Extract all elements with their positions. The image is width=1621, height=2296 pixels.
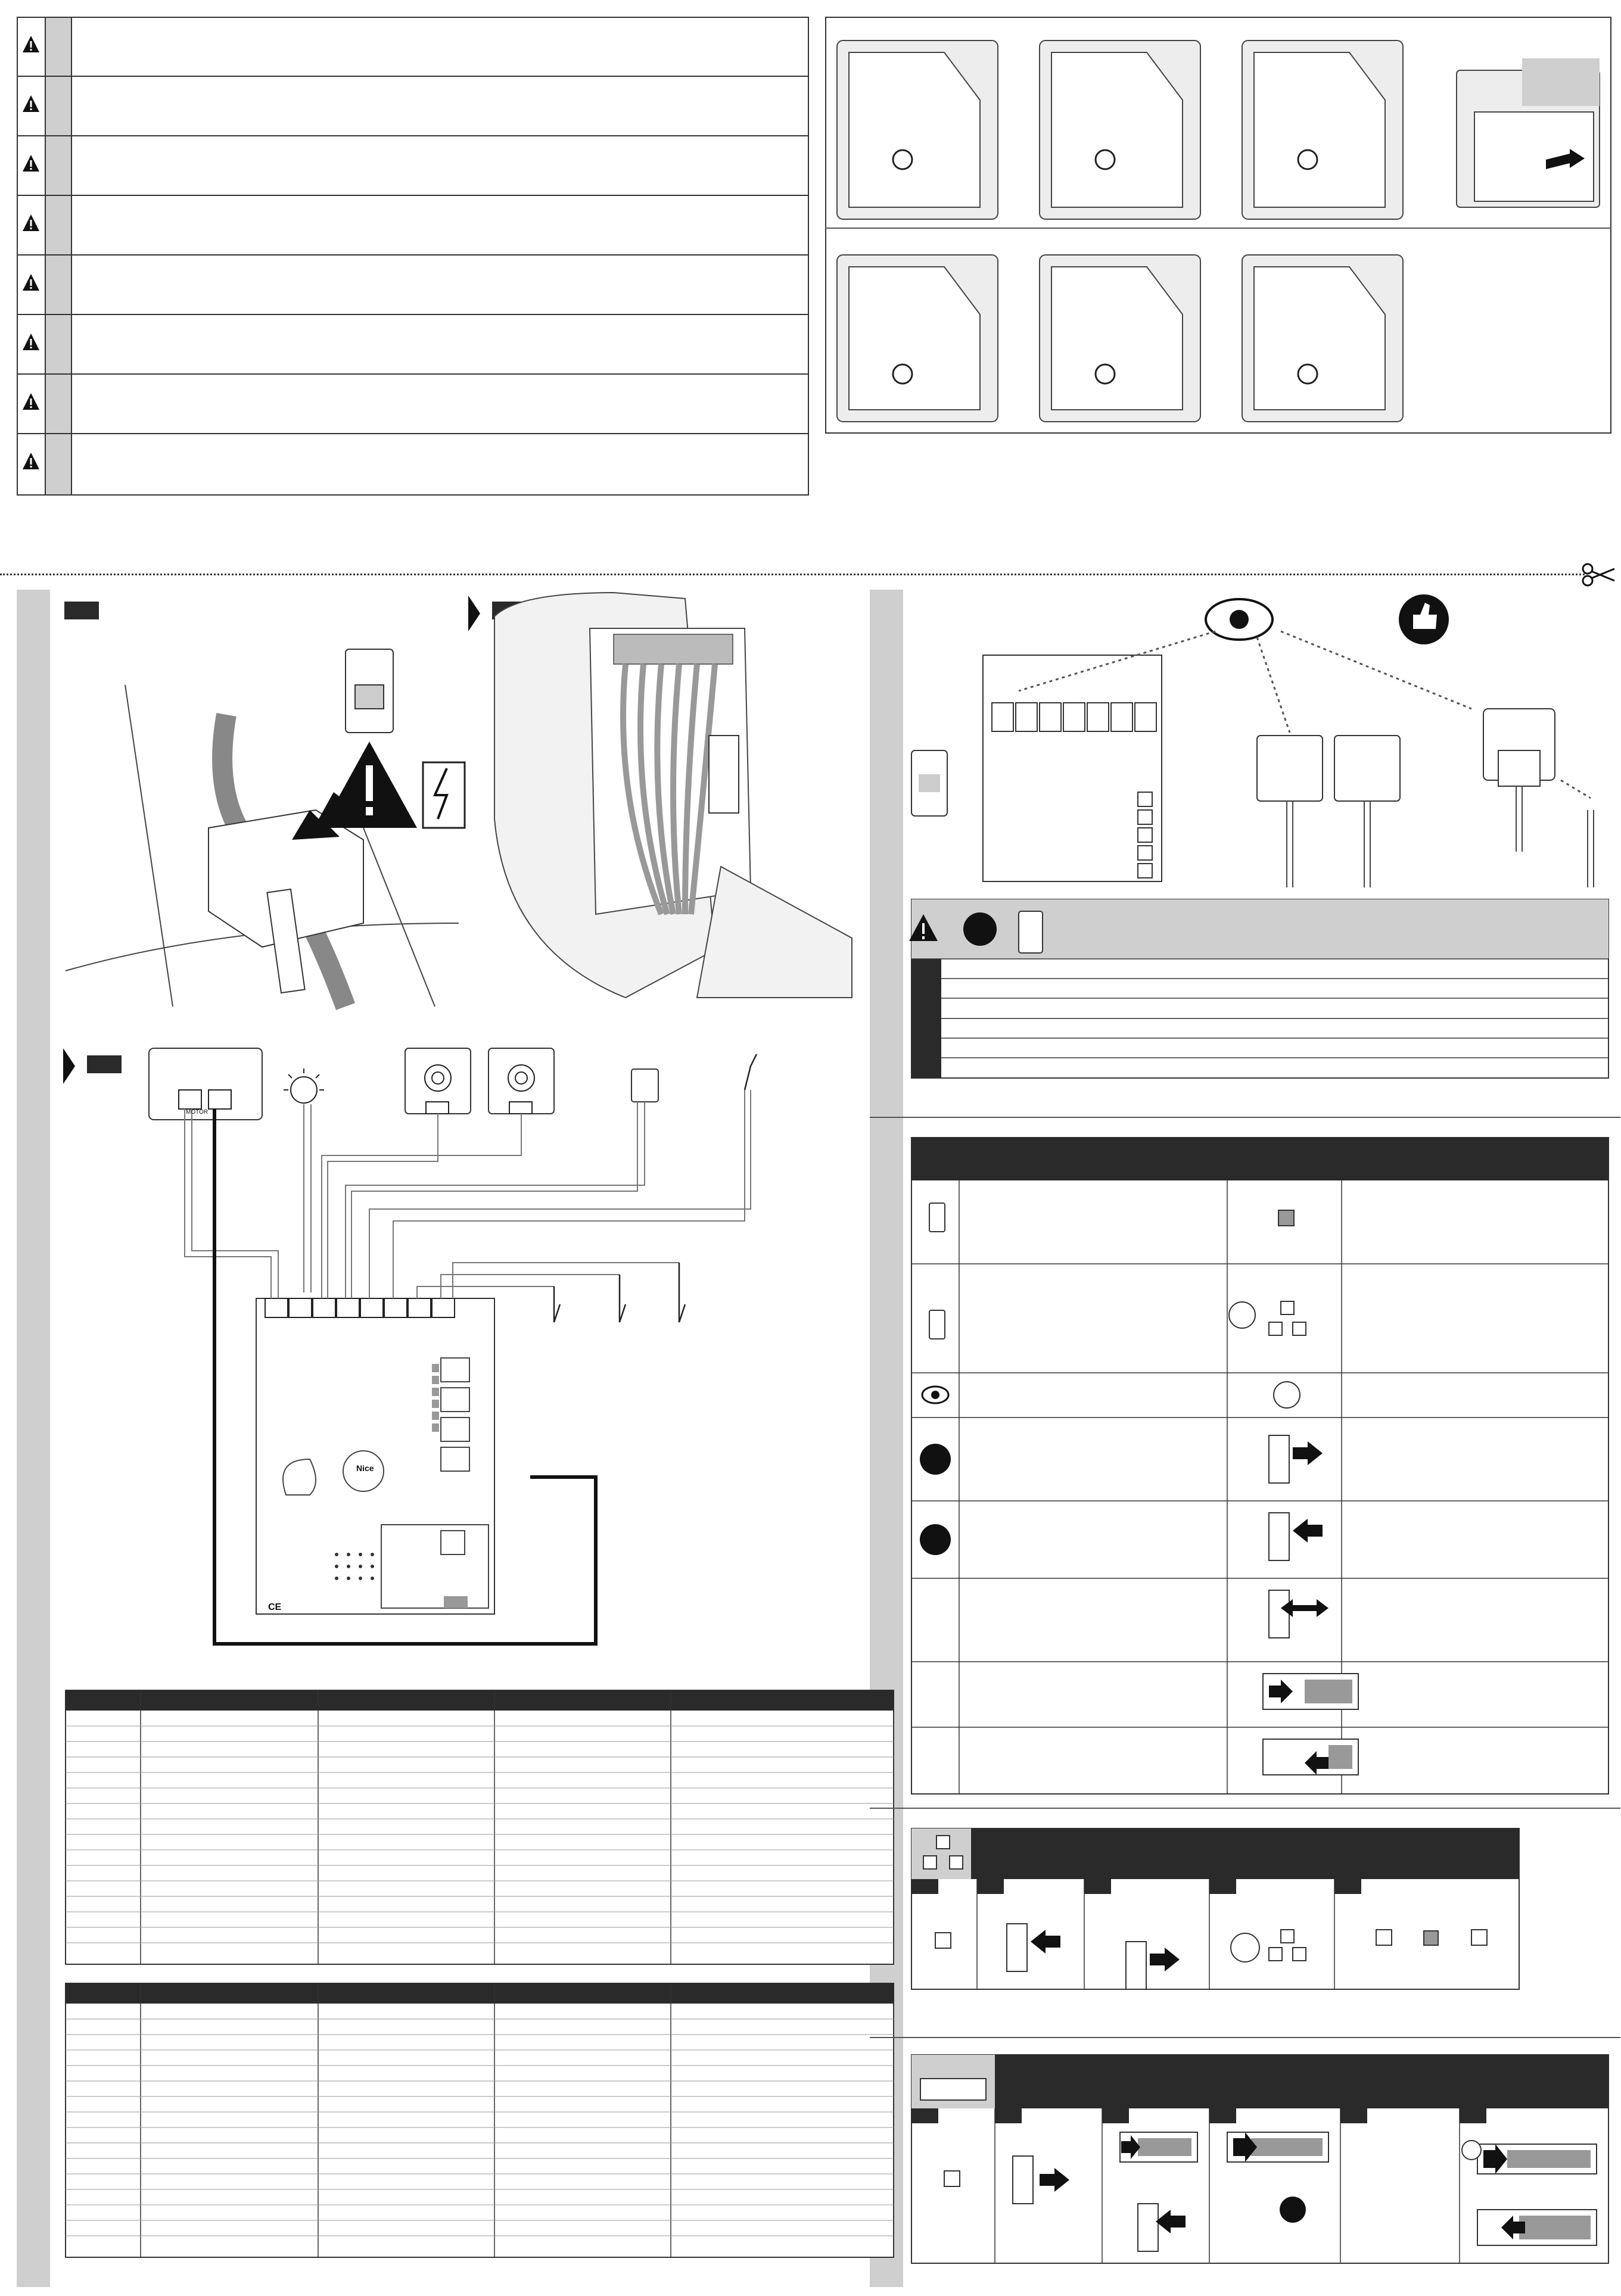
programming-table (911, 1138, 1608, 1794)
check-leds-section (900, 590, 1608, 1078)
learn-devices-section (911, 1828, 1519, 1989)
receiver-radio-label: MOTOR (186, 1109, 209, 1116)
learn-positions-section (911, 2055, 1608, 2263)
enclosure-wiring-illustration (471, 581, 852, 998)
power-cable-illustration (54, 613, 471, 1030)
right-divider-1 (870, 1117, 1620, 1118)
scissors-icon (1582, 563, 1617, 587)
right-divider-3 (870, 2037, 1620, 2038)
right-divider-2 (870, 1808, 1620, 1809)
cut-line (0, 574, 1585, 575)
settings-table-2 (66, 1983, 894, 2257)
warning-icons-column (19, 17, 43, 496)
control-board (256, 1298, 494, 1614)
settings-table-1 (66, 1690, 894, 1964)
warnings-grid (17, 17, 809, 496)
board-logo: Nice (356, 1463, 374, 1473)
wiring-diagram (36, 1042, 870, 1674)
key-selector-box (631, 1069, 658, 1102)
board-ce-mark: CE (268, 1602, 282, 1612)
release-steps-illustrations (825, 17, 1611, 434)
step-arrow-icons (0, 0, 1, 1)
